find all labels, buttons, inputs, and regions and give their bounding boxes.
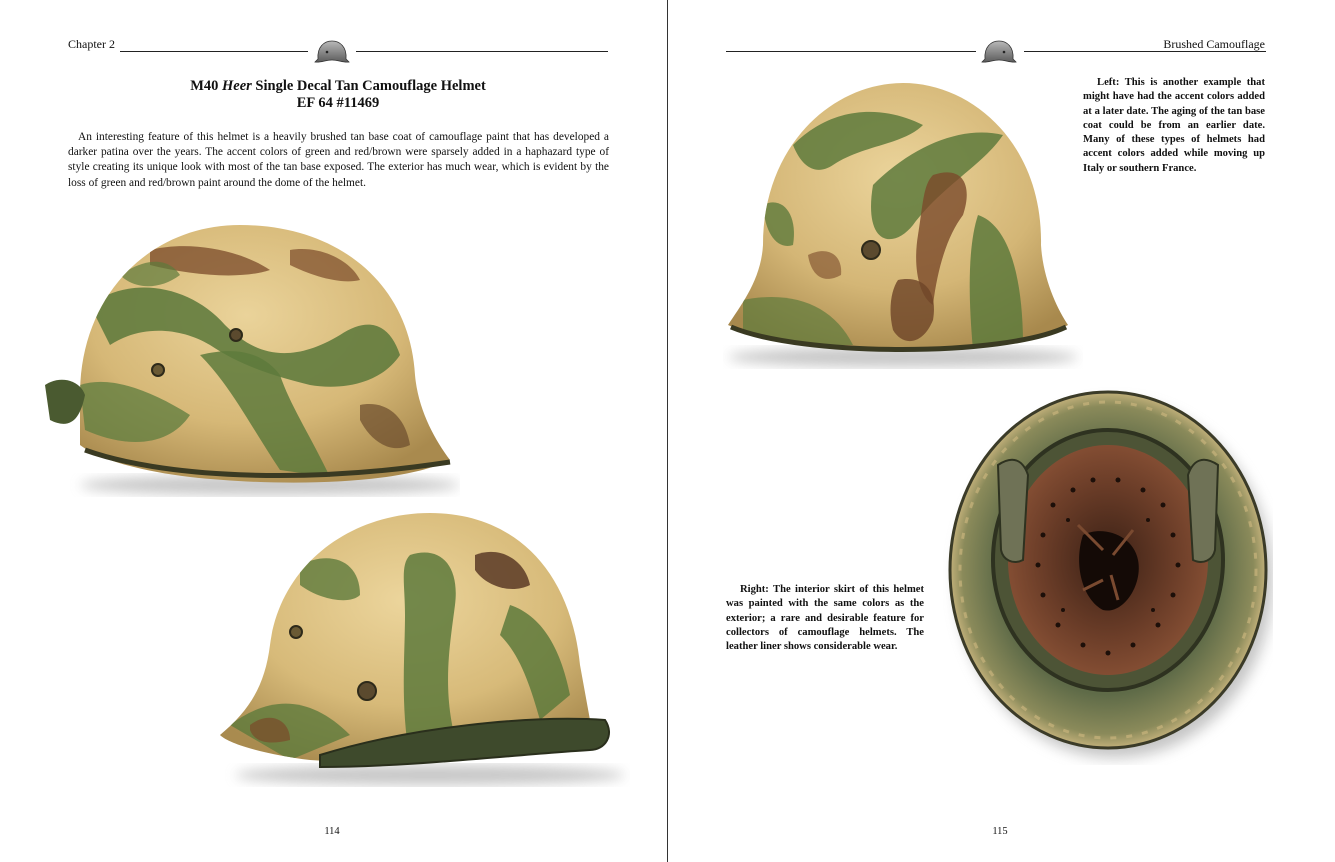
caption-text: This is another example that might have had the accent colors added at a later date. The aging of the tan base coat could be from an earlier date. Many of these types of helmets had accent colors added while moving up Italy or southern France. bbox=[1083, 77, 1265, 174]
header-rule-right bbox=[356, 51, 608, 52]
title-part: Single Decal Tan Camouflage Helmet bbox=[251, 78, 486, 94]
helmet-icon bbox=[314, 38, 350, 66]
intro-paragraph: An interesting feature of this helmet is a heavily brushed tan base coat of camouflage paint that has developed a darker patina over the years. The accent colors of green and red/brown were sparsely added in a haphazard type of style creating its unique look with most of the tan base exposed. The exterior has much wear, which is evident by the loss of green and red/brown paint around the dome of the helmet. bbox=[68, 131, 609, 189]
chapter-label: Chapter 2 bbox=[68, 37, 115, 51]
helmet-photo-front bbox=[723, 75, 1083, 375]
caption-text: The interior skirt of this helmet was painted with the same colors as the exterior; a rare and desirable feature for collectors of camouflage helmets. The leather liner shows considerable wear. bbox=[726, 584, 924, 653]
helmet-photo-interior bbox=[943, 385, 1273, 765]
right-page bbox=[668, 0, 1335, 862]
title-italic: Heer bbox=[222, 78, 252, 94]
header-rule-left bbox=[726, 51, 976, 52]
title-part: M40 bbox=[190, 78, 222, 94]
caption-label: Left: bbox=[1097, 77, 1120, 88]
caption-right bbox=[726, 583, 924, 654]
section-label: Brushed Camouflage bbox=[1163, 37, 1265, 51]
page-number-left: 114 bbox=[324, 826, 340, 837]
helmet-photo-side bbox=[40, 215, 460, 500]
caption-label: Right: bbox=[740, 584, 769, 595]
helmet-title bbox=[100, 78, 576, 112]
header-rule-left bbox=[120, 51, 308, 52]
catalog-number: EF 64 #11469 bbox=[296, 95, 380, 111]
left-page bbox=[0, 0, 667, 862]
helmet-icon bbox=[981, 38, 1017, 66]
caption-left bbox=[1083, 76, 1265, 176]
helmet-photo-rear bbox=[210, 505, 630, 790]
page-number-right: 115 bbox=[992, 826, 1008, 837]
